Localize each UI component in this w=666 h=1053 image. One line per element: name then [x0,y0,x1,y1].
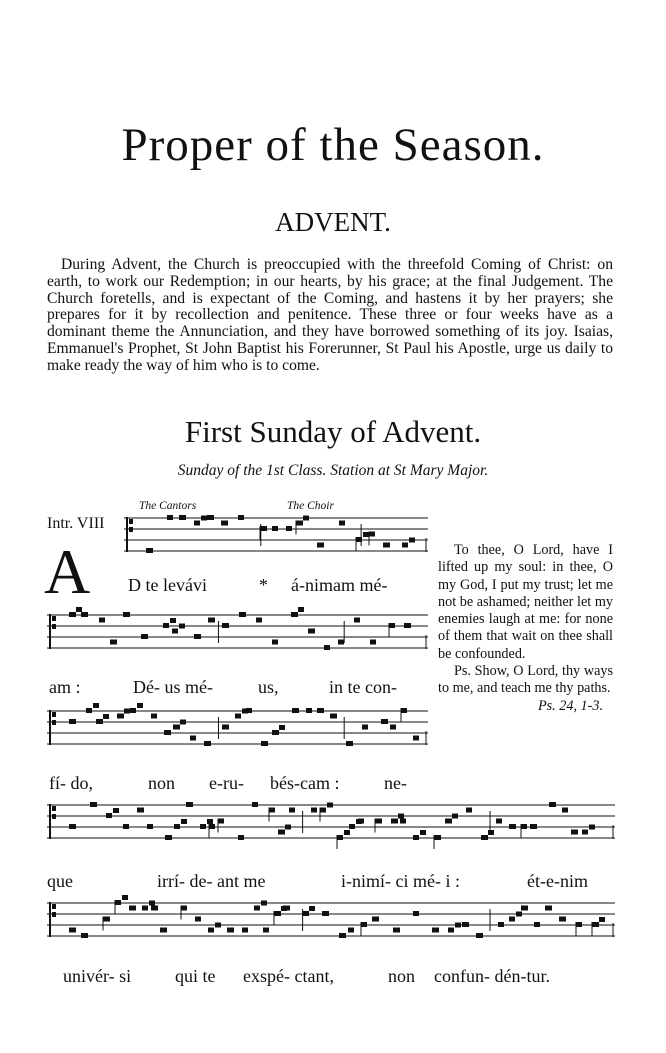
lyric-1c: á-nimam mé- [291,575,388,595]
intro-text: During Advent, the Church is preoccupied with the threefold Coming of Christ: on earth, to work our Redemption; in our hearts, by his grace; at the final Judgement. The Church foretells, and is expectant of the Coming, and hastens it by her prayers; she prepares for it by recollection and penitence. These three or four weeks have as a dominant theme the Annunciation, and they have borrowed something of its joy. Isaias, Emmanuel's Prophet, St John Baptist his Forerunner, St Paul his Apostle, urge us daily to make ready the way of him who is to come. [47,256,613,374]
initial-letter: A [44,536,91,607]
cantors-label: The Cantors [139,500,197,512]
lyric-5a: univér- si [63,966,132,986]
psalm-verse: Ps. Show, O Lord, thy ways to me, and teach me thy paths. [438,663,613,697]
lyric-2c: us, [258,677,279,697]
lyric-2b: Dé- us mé- [133,677,213,697]
lyric-3e: ne- [384,773,407,793]
lyric-4c: i-nimí- ci mé- i : [341,871,460,891]
lyric-3d: bés-cam : [270,773,340,793]
psalm-reference: Ps. 24, 1-3. [537,697,603,714]
lyric-2a: am : [49,677,81,697]
lyric-3b: non [148,773,175,793]
lyric-3a: fí- do, [49,773,93,793]
section-heading: ADVENT. [275,207,391,237]
lyric-5c: exspé- ctant, [243,966,334,986]
lyric-4d: ét-e-nim [527,871,588,891]
lyric-3c: e-ru- [209,773,244,793]
translation-text: To thee, O Lord, have I lifted up my soul: in thee, O my God, I put my trust; let me not be ashamed; neither let my enemies laugh at me: for none of them that wait on thee shall be confounded. [438,542,613,662]
introit-mode-label: Intr. VIII [47,515,105,532]
lyric-1b: * [259,575,268,595]
page-title: Proper of the Season. [121,119,545,171]
translation-column [438,542,613,715]
lyric-4a: que [47,871,73,891]
lyric-5b: qui te [175,966,216,986]
lyric-2d: in te con- [329,677,397,697]
choir-label: The Choir [287,500,334,512]
lyric-5e: confun- dén-tur. [434,966,550,986]
sunday-title: First Sunday of Advent. [184,414,482,449]
lyric-4b: irrí- de- ant me [157,871,266,891]
lyric-1a: D te levávi [128,575,207,595]
sunday-subtitle: Sunday of the 1st Class. Station at St Mary Major. [177,462,489,479]
lyric-5d: non [388,966,415,986]
